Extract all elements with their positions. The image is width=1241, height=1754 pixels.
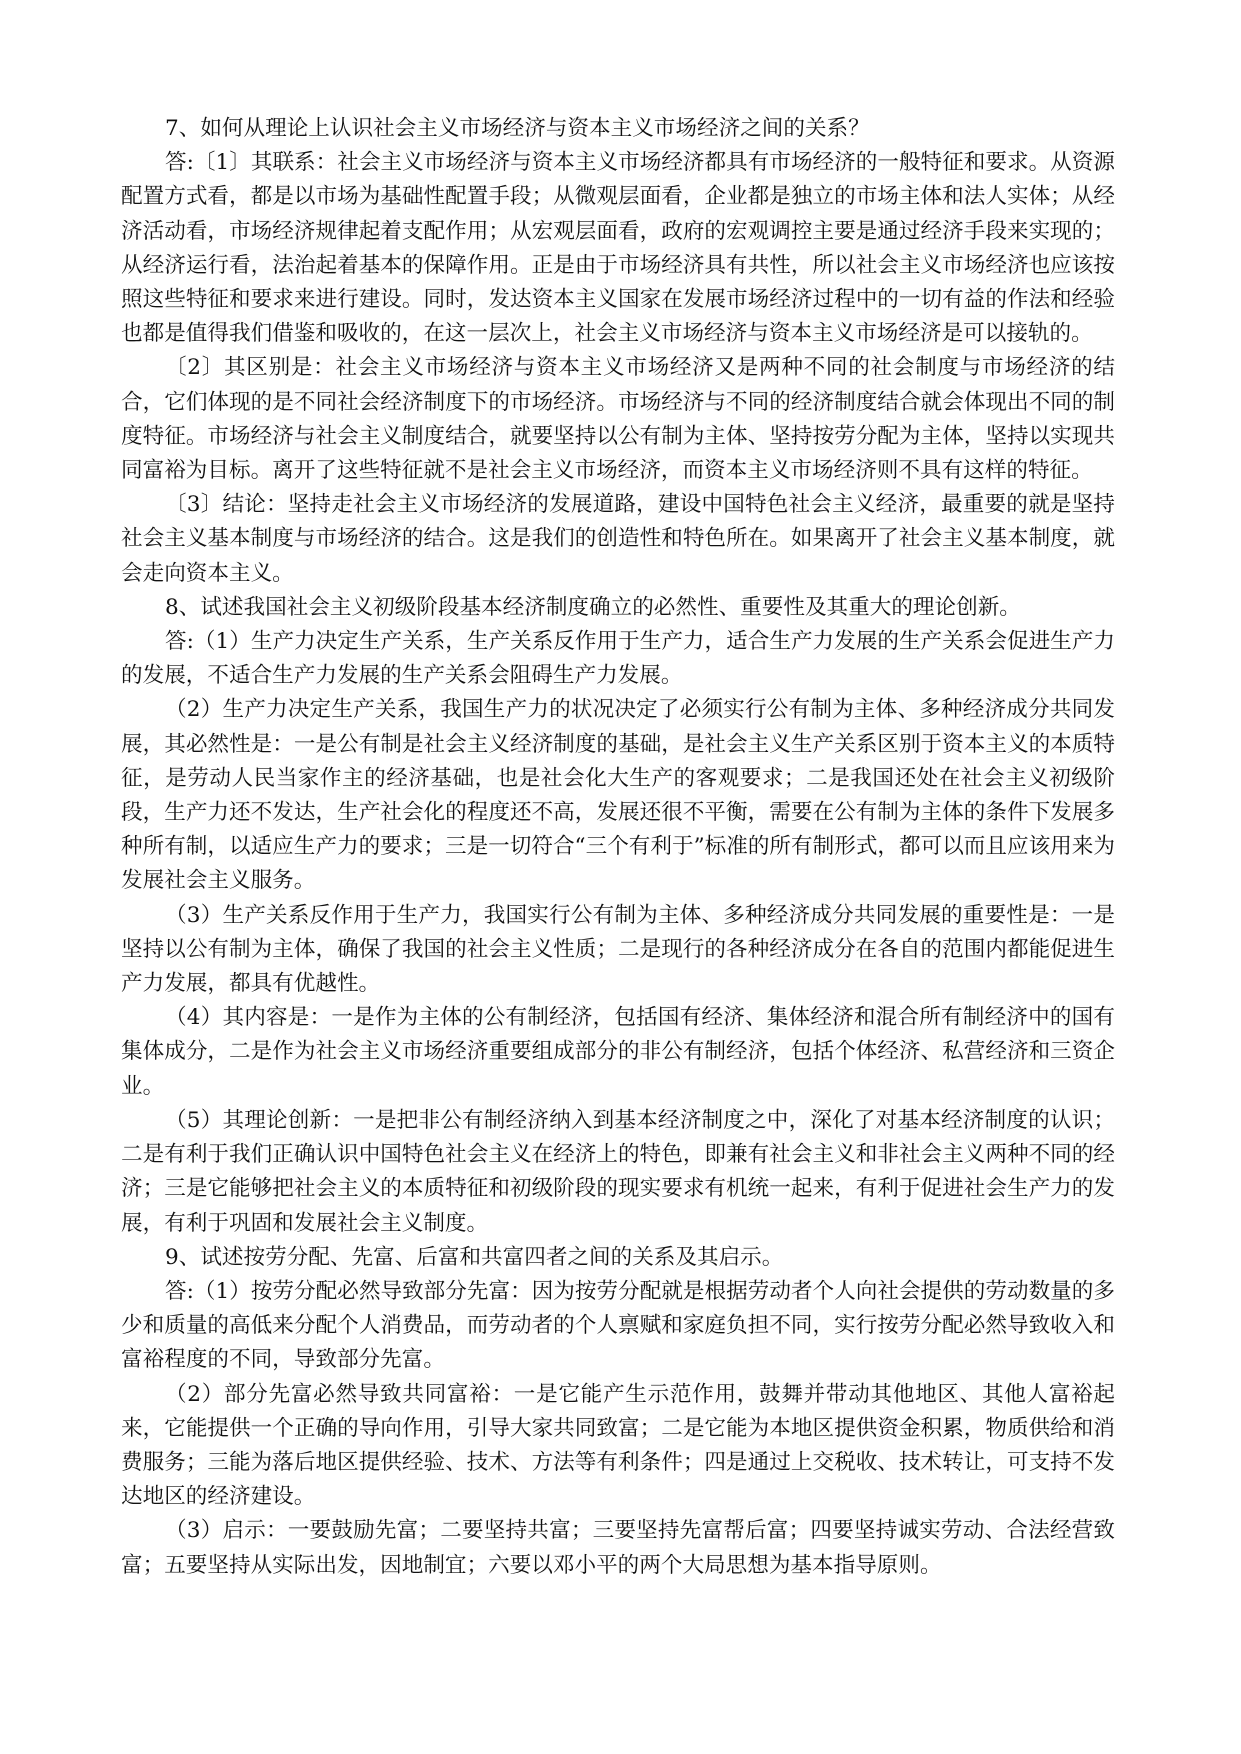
answer-8-part-1: 答:（1）生产力决定生产关系，生产关系反作用于生产力，适合生产力发展的生产关系会促进生产力的发展，不适合生产力发展的生产关系会阻碍生产力发展。 — [121, 629, 1115, 689]
question-8: 8、试述我国社会主义初级阶段基本经济制度确立的必然性、重要性及其重大的理论创新。 — [165, 594, 1021, 620]
answer-8-part-5: （5）其理论创新：一是把非公有制经济纳入到基本经济制度之中，深化了对基本经济制度的认识；二是有利于我们正确认识中国特色社会主义在经济上的特色，即兼有社会主义和非社会主义两种不同的经济；三是它能够把社会主义的本质特征和初级阶段的现实要求有机统一起来，有利于促进社会生产力的发展，有利于巩固和发展社会主义制度。 — [121, 1107, 1115, 1236]
answer-7-part-1: 答:〔1〕其联系：社会主义市场经济与资本主义市场经济都具有市场经济的一般特征和要求。从资源配置方式看，都是以市场为基础性配置手段；从微观层面看，企业都是独立的市场主体和法人实体；从经济活动看，市场经济规律起着支配作用；从宏观层面看，政府的宏观调控主要是通过经济手段来实现的；从经济运行看，法治起着基本的保障作用。正是由于市场经济具有共性，所以社会主义市场经济也应该按照这些特征和要求来进行建设。同时，发达资本主义国家在发展市场经济过程中的一切有益的作法和经验也都是值得我们借鉴和吸收的，在这一层次上，社会主义市场经济与资本主义市场经济是可以接轨的。 — [121, 150, 1115, 347]
question-9: 9、试述按劳分配、先富、后富和共富四者之间的关系及其启示。 — [165, 1244, 784, 1270]
answer-9-part-1: 答:（1）按劳分配必然导致部分先富：因为按劳分配就是根据劳动者个人向社会提供的劳动数量的多少和质量的高低来分配个人消费品，而劳动者的个人禀赋和家庭负担不同，实行按劳分配必然导致收入和富裕程度的不同，导致部分先富。 — [121, 1278, 1115, 1373]
answer-8-part-2: （2）生产力决定生产关系，我国生产力的状况决定了必须实行公有制为主体、多种经济成分共同发展，其必然性是：一是公有制是社会主义经济制度的基础，是社会主义生产关系区别于资本主义的本质特征，是劳动人民当家作主的经济基础，也是社会化大生产的客观要求；二是我国还处在社会主义初级阶段，生产力还不发达，生产社会化的程度还不高，发展还很不平衡，需要在公有制为主体的条件下发展多种所有制，以适应生产力的要求；三是一切符合“三个有利于”标准的所有制形式，都可以而且应该用来为发展社会主义服务。 — [121, 697, 1115, 894]
answer-8-part-4: （4）其内容是：一是作为主体的公有制经济，包括国有经济、集体经济和混合所有制经济中的国有集体成分，二是作为社会主义市场经济重要组成部分的非公有制经济，包括个体经济、私营经济和三资企业。 — [121, 1005, 1115, 1099]
answer-8-part-3: （3）生产关系反作用于生产力，我国实行公有制为主体、多种经济成分共同发展的重要性是：一是坚持以公有制为主体，确保了我国的社会主义性质；二是现行的各种经济成分在各自的范围内都能促进生产力发展，都具有优越性。 — [121, 902, 1115, 997]
answer-7-part-3: 〔3〕结论：坚持走社会主义市场经济的发展道路，建设中国特色社会主义经济，最重要的就是坚持社会主义基本制度与市场经济的结合。这是我们的创造性和特色所在。如果离开了社会主义基本制度，就会走向资本主义。 — [121, 492, 1115, 586]
answer-9-part-2: （2）部分先富必然导致共同富裕：一是它能产生示范作用，鼓舞并带动其他地区、其他人富裕起来，它能提供一个正确的导向作用，引导大家共同致富；二是它能为本地区提供资金积累，物质供给和消费服务；三能为落后地区提供经验、技术、方法等有利条件；四是通过上交税收、技术转让，可支持不发达地区的经济建设。 — [121, 1381, 1115, 1510]
question-7: 7、如何从理论上认识社会主义市场经济与资本主义市场经济之间的关系？ — [165, 116, 870, 141]
answer-9-part-3: （3）启示：一要鼓励先富；二要坚持共富；三要坚持先富帮后富；四要坚持诚实劳动、合法经营致富；五要坚持从实际出发，因地制宜；六要以邓小平的两个大局思想为基本指导原则。 — [121, 1518, 1115, 1578]
document-body — [121, 112, 1115, 1583]
answer-7-part-2: 〔2〕其区别是：社会主义市场经济与资本主义市场经济又是两种不同的社会制度与市场经济的结合，它们体现的是不同社会经济制度下的市场经济。市场经济与不同的经济制度结合就会体现出不同的制度特征。市场经济与社会主义制度结合，就要坚持以公有制为主体、坚持按劳分配为主体，坚持以实现共同富裕为目标。离开了这些特征就不是社会主义市场经济，而资本主义市场经济则不具有这样的特征。 — [121, 355, 1115, 484]
